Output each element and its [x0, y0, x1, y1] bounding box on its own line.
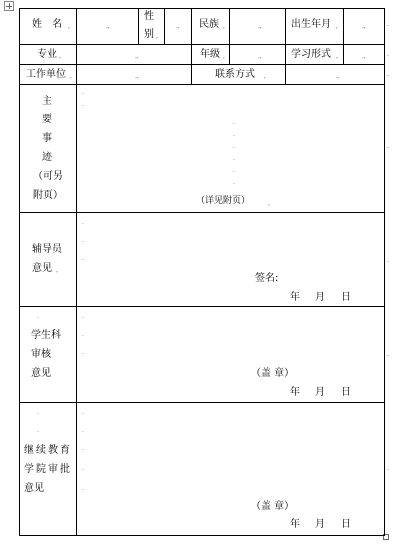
- grade-label: 年级: [200, 49, 220, 60]
- gender-label-top: 性: [144, 11, 154, 22]
- row-end-mark: .: [387, 143, 389, 150]
- table-move-handle-icon[interactable]: [4, 1, 14, 11]
- major-value-cell[interactable]: .,: [135, 53, 139, 60]
- row-end-mark: .: [387, 257, 389, 264]
- contact-label: 联系方式: [215, 69, 255, 80]
- row-end-mark: .: [387, 351, 389, 358]
- birth-date-label: 出生年月: [291, 19, 331, 30]
- employer-label: 工作单位: [26, 69, 66, 80]
- row-end-mark: .: [387, 465, 389, 472]
- college-date-day: 日: [341, 519, 351, 530]
- college-seal-label: （盖 章）: [251, 501, 295, 512]
- counselor-signature-label: 签名:: [255, 273, 279, 284]
- major-label: 专业: [37, 49, 57, 60]
- name-value-cell[interactable]: .,: [106, 23, 110, 30]
- see-attachment-note: （详见附页）: [196, 196, 251, 206]
- study-mode-label: 学习形式: [291, 49, 331, 60]
- ethnicity-label: 民族: [199, 19, 219, 30]
- gender-label-bottom: 别: [144, 29, 154, 40]
- student-affairs-date-day: 日: [341, 387, 351, 398]
- student-affairs-date-year: 年: [290, 387, 300, 398]
- contact-value-cell[interactable]: .,: [336, 73, 340, 80]
- gender-value-cell[interactable]: .,: [176, 23, 180, 30]
- name-label: 姓 名: [32, 19, 62, 30]
- counselor-date-year: 年: [290, 292, 300, 303]
- employer-value-cell[interactable]: .,: [135, 73, 139, 80]
- college-date-year: 年: [290, 519, 300, 530]
- counselor-date-day: 日: [341, 292, 351, 303]
- student-affairs-seal-label: （盖 章）: [251, 368, 295, 379]
- row-end-mark: .: [387, 21, 389, 28]
- student-affairs-date-month: 月: [315, 387, 325, 398]
- study-mode-value-cell[interactable]: .,: [362, 53, 366, 60]
- row-end-mark: .: [387, 51, 389, 58]
- ethnicity-value-cell[interactable]: .,: [258, 23, 262, 30]
- college-date-month: 月: [315, 519, 325, 530]
- birth-date-value-cell[interactable]: .,: [362, 23, 366, 30]
- counselor-date-month: 月: [315, 292, 325, 303]
- row-end-mark: .: [387, 71, 389, 78]
- grade-value-cell[interactable]: .,: [258, 53, 262, 60]
